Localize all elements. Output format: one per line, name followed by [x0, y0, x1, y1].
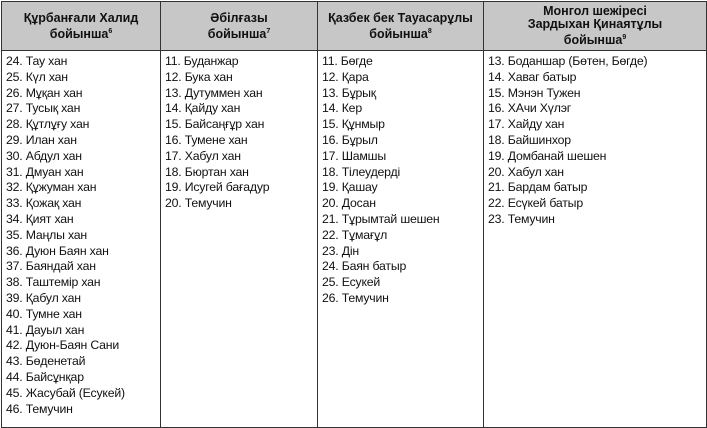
list-item: 21. Бардам батыр — [488, 180, 588, 195]
list-item: 20. Темучин — [165, 196, 232, 211]
list-item: 20. Хабул хан — [488, 164, 564, 179]
name-list — [165, 54, 317, 212]
list-item: 29. Илан хан — [6, 132, 77, 147]
list-item: 18. Тілеудерді — [322, 164, 401, 179]
list-item: 32. Құжуман хан — [6, 180, 97, 195]
name-list — [488, 54, 706, 228]
list-item: 15. Мэнэн Тужен — [488, 85, 581, 100]
list-item: 14. Хаваг батыр — [488, 69, 577, 84]
list-item: 22. Есүкей батыр — [488, 196, 583, 211]
list-item: 38. Таштемір хан — [6, 275, 101, 290]
list-item: 17. Хабул хан — [165, 148, 241, 163]
list-item: 13. Дутуммен хан — [165, 85, 263, 100]
column-cell-kurbangali — [2, 51, 161, 428]
footnote-marker: 6 — [108, 27, 113, 35]
list-item: 27. Тусық хан — [6, 101, 81, 116]
list-item: 17. Шамшы — [322, 148, 386, 163]
list-item: 22. Тұмағұл — [322, 227, 388, 242]
column-header-kazbek — [318, 2, 484, 51]
header-title: Әбілғазы — [210, 10, 268, 25]
list-item: 13. Боданшар (Бөтен, Бөгде) — [488, 54, 648, 68]
list-item: 43. Бөденетай — [6, 354, 86, 369]
list-item: 16. ХАчи Хүлэг — [488, 101, 572, 116]
column-header-kurbangali — [2, 2, 161, 51]
list-item: 12. Қара — [322, 69, 369, 84]
list-item: 25. Күл хан — [6, 69, 68, 84]
list-item: 39. Қабул хан — [6, 290, 81, 305]
list-item: 21. Тұрымтай шешен — [322, 211, 440, 226]
list-item: 46. Темучин — [6, 401, 73, 416]
list-item: 34. Қият хан — [6, 211, 74, 226]
list-item: 16. Тумене хан — [165, 132, 248, 147]
header-subtitle: бойынша — [207, 26, 267, 41]
footnote-marker: 7 — [266, 27, 271, 35]
list-item: 11. Бөгде — [322, 54, 373, 68]
column-cell-kazbek — [318, 51, 484, 428]
list-item: 18. Бюртан хан — [165, 164, 249, 179]
list-item: 15. Байсаңғұр хан — [165, 117, 265, 132]
list-item: 42. Дуюн-Баян Сани — [6, 338, 120, 353]
list-item: 25. Есукей — [322, 275, 381, 290]
footnote-marker: 8 — [427, 27, 432, 35]
list-item: 33. Қожақ хан — [6, 196, 82, 211]
list-item: 14. Кер — [322, 101, 362, 116]
genealogy-comparison-table — [1, 1, 707, 428]
list-item: 14. Қайду хан — [165, 101, 241, 116]
list-item: 30. Абдул хан — [6, 148, 82, 163]
header-title-line2: Зардыхан Қинаятұлы — [527, 17, 663, 31]
column-header-abilgazy — [161, 2, 318, 51]
table-header-row — [2, 2, 707, 51]
list-item: 18. Байшинхор — [488, 132, 571, 147]
header-title: Қазбек бек Тауасарұлы — [328, 10, 473, 25]
list-item: 23. Темучин — [488, 211, 555, 226]
list-item: 26. Мұқан хан — [6, 85, 83, 100]
list-item: 36. Дуюн Баян хан — [6, 243, 109, 258]
list-item: 26. Темучин — [322, 290, 389, 305]
list-item: 15. Құнмыр — [322, 117, 385, 132]
list-item: 13. Бұрық — [322, 85, 376, 100]
header-title: Монгол шежіресі — [543, 4, 647, 18]
list-item: 41. Дауыл хан — [6, 322, 85, 337]
list-item: 45. Жасубай (Есукей) — [6, 385, 125, 400]
header-subtitle: бойынша — [49, 26, 109, 41]
table-body-row — [2, 51, 707, 428]
list-item: 28. Құтлұғу хан — [6, 117, 90, 132]
list-item: 12. Бука хан — [165, 69, 233, 84]
header-subtitle: бойынша — [369, 26, 428, 41]
header-title: Құрбанғали Халид — [23, 10, 139, 25]
list-item: 23. Дін — [322, 243, 359, 258]
list-item: 35. Маңлы хан — [6, 227, 87, 242]
header-subtitle: бойынша — [563, 33, 623, 47]
list-item: 24. Тау хан — [6, 54, 68, 68]
list-item: 20. Досан — [322, 196, 376, 211]
name-list — [322, 54, 483, 307]
column-header-mongol — [484, 2, 707, 51]
list-item: 17. Хайду хан — [488, 117, 565, 132]
column-cell-mongol — [484, 51, 707, 428]
list-item: 19. Қашау — [322, 180, 378, 195]
list-item: 11. Буданжар — [165, 54, 239, 68]
list-item: 37. Баяндай хан — [6, 259, 96, 274]
list-item: 44. Байсұнқар — [6, 369, 84, 384]
genealogy-table-container — [1, 1, 706, 425]
list-item: 24. Баян батыр — [322, 259, 407, 274]
footnote-marker: 9 — [622, 34, 627, 41]
list-item: 19. Домбанай шешен — [488, 148, 607, 163]
list-item: 19. Исугей бағадур — [165, 180, 270, 195]
name-list — [6, 54, 160, 417]
list-item: 16. Бұрыл — [322, 132, 378, 147]
list-item: 31. Дмуан хан — [6, 164, 84, 179]
list-item: 40. Тумне хан — [6, 306, 82, 321]
column-cell-abilgazy — [161, 51, 318, 428]
